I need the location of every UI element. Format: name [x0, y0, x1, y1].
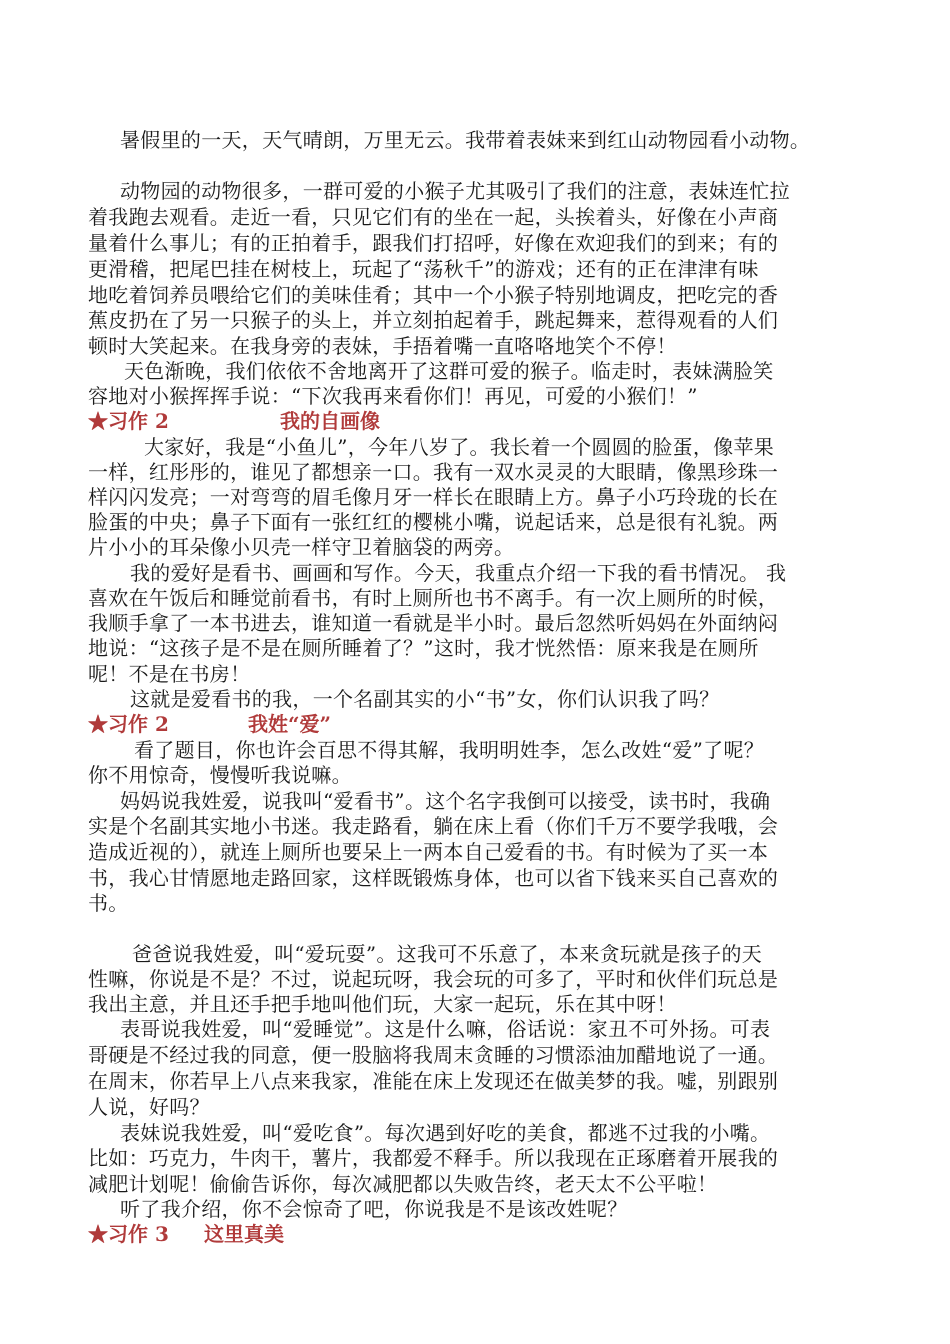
paragraph-line: 大家好，我是“小鱼儿”，今年八岁了。我长着一个圆圆的脸蛋，像苹果: [144, 435, 775, 459]
paragraph-line: 哥硬是不经过我的同意，便一股脑将我周末贪睡的习惯添油加醋地说了一通。: [88, 1043, 779, 1067]
paragraph-line: 实是个名副其实地小书迷。我走路看，躺在床上看（你们千万不要学我哦，会: [88, 814, 779, 838]
paragraph-line: 造成近视的），就连上厕所也要呆上一两本自己爱看的书。有时候为了买一本: [88, 840, 769, 864]
paragraph-line: 暑假里的一天，天气晴朗，万里无云。我带着表妹来到红山动物园看小动物。: [120, 128, 811, 152]
paragraph-line: 喜欢在午饭后和睡觉前看书，有时上厕所也书不离手。有一次上厕所的时候，: [88, 586, 779, 610]
paragraph-line: 性嘛，你说是不是？不过，说起玩呀，我会玩的可多了，平时和伙伴们玩总是: [88, 967, 779, 991]
paragraph-line: 书。: [88, 891, 129, 915]
paragraph-line: 表妹说我姓爱，叫“爱吃食”。每次遇到好吃的美食，都逃不过我的小嘴。: [120, 1121, 771, 1145]
paragraph-line: 一样，红彤彤的，谁见了都想亲一口。我有一双水灵灵的大眼睛，像黑珍珠一: [88, 460, 779, 484]
paragraph-line: 书，我心甘情愿地走路回家，这样既锻炼身体，也可以省下钱来买自己喜欢的: [88, 866, 779, 890]
exercise-label: 习作 2: [108, 409, 169, 433]
paragraph-line: 我的爱好是看书、画画和写作。今天，我重点介绍一下我的看书情况。 我: [130, 561, 787, 585]
paragraph-line: 看了题目，你也许会百思不得其解，我明明姓李，怎么改姓“爱”了呢？: [134, 738, 765, 762]
star-icon: ★: [88, 712, 108, 736]
section-heading: [88, 712, 332, 736]
paragraph-line: 爸爸说我姓爱，叫“爱玩耍”。这我可不乐意了，本来贪玩就是孩子的天: [132, 942, 763, 966]
paragraph-line: 在周末，你若早上八点来我家，准能在床上发现还在做美梦的我。嘘，别跟别: [88, 1069, 779, 1093]
paragraph-line: 片小小的耳朵像小贝壳一样守卫着脑袋的两旁。: [88, 535, 515, 559]
paragraph-line: 地说：“这孩子是不是在厕所睡着了？”这时，我才恍然悟：原来我是在厕所: [88, 636, 759, 660]
paragraph-line: 你不用惊奇，慢慢听我说嘛。: [88, 763, 352, 787]
paragraph-line: 样闪闪发亮；一对弯弯的眉毛像月牙一样长在眼睛上方。鼻子小巧玲珑的长在: [88, 485, 779, 509]
paragraph-line: 蕉皮扔在了另一只猴子的头上，并立刻拍起着手，跳起舞来，惹得观看的人们: [88, 308, 779, 332]
section-heading: [88, 409, 380, 433]
paragraph-line: 顿时大笑起来。在我身旁的表妹，手捂着嘴一直咯咯地笑个不停！: [88, 334, 677, 358]
paragraph-line: 人说，好吗？: [88, 1095, 210, 1119]
paragraph-line: 脸蛋的中央；鼻子下面有一张红红的樱桃小嘴，说起话来，总是很有礼貌。两: [88, 510, 779, 534]
paragraph-line: 表哥说我姓爱，叫“爱睡觉”。这是什么嘛，俗话说：家丑不可外扬。可表: [120, 1017, 771, 1041]
exercise-title: 这里真美: [204, 1222, 284, 1246]
exercise-title: 我姓“爱”: [248, 712, 332, 736]
paragraph-line: 减肥计划呢！偷偷告诉你，每次减肥都以失败告终，老天太不公平啦！: [88, 1172, 718, 1196]
exercise-title: 我的自画像: [280, 409, 380, 433]
paragraph-line: 容地对小猴挥挥手说：“下次我再来看你们！再见，可爱的小猴们！”: [88, 384, 698, 408]
paragraph-line: 着我跑去观看。走近一看，只见它们有的坐在一起，头挨着头，好像在小声商: [88, 205, 779, 229]
paragraph-line: 地吃着饲养员喂给它们的美味佳肴；其中一个小猴子特别地调皮，把吃完的香: [88, 283, 779, 307]
star-icon: ★: [88, 409, 108, 433]
exercise-label: 习作 3: [108, 1222, 169, 1246]
paragraph-line: 我出主意，并且还手把手地叫他们玩，大家一起玩，乐在其中呀！: [88, 992, 677, 1016]
paragraph-line: 妈妈说我姓爱，说我叫“爱看书”。这个名字我倒可以接受，读书时，我确: [120, 789, 771, 813]
paragraph-line: 量着什么事儿；有的正拍着手，跟我们打招呼，好像在欢迎我们的到来；有的: [88, 231, 779, 255]
star-icon: ★: [88, 1222, 108, 1246]
paragraph-line: 动物园的动物很多，一群可爱的小猴子尤其吸引了我们的注意，表妹连忙拉: [120, 179, 790, 203]
paragraph-line: 这就是爱看书的我，一个名副其实的小“书”女，你们认识我了吗？: [130, 687, 720, 711]
paragraph-line: 听了我介绍，你不会惊奇了吧，你说我是不是该改姓呢？: [120, 1197, 628, 1221]
section-heading: [88, 1222, 284, 1246]
paragraph-line: 呢！不是在书房！: [88, 662, 251, 686]
paragraph-line: 比如：巧克力，牛肉干，薯片，我都爱不释手。所以我现在正琢磨着开展我的: [88, 1146, 779, 1170]
paragraph-line: 天色渐晚，我们依依不舍地离开了这群可爱的猴子。临走时，表妹满脸笑: [124, 359, 774, 383]
paragraph-line: 我顺手拿了一本书进去，谁知道一看就是半小时。最后忽然听妈妈在外面纳闷: [88, 611, 779, 635]
exercise-label: 习作 2: [108, 712, 169, 736]
paragraph-line: 更滑稽，把尾巴挂在树枝上，玩起了“荡秋千”的游戏；还有的正在津津有味: [88, 257, 759, 281]
